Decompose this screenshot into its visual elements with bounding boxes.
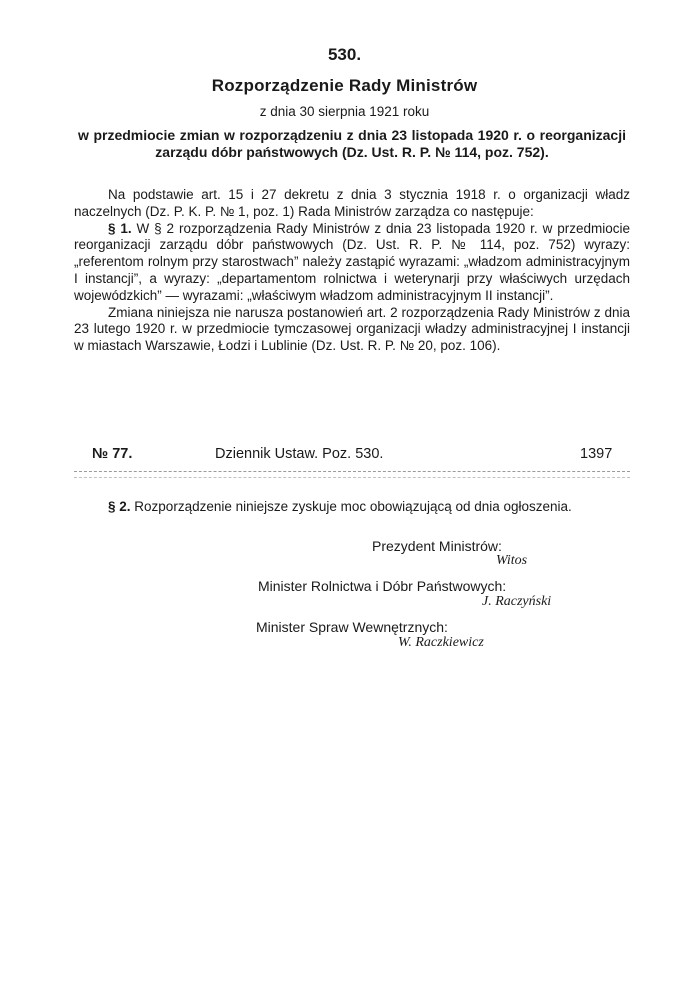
- section-1-text: W § 2 rozporządzenia Rady Ministrów z dnia 23 listopada 1920 r. w przedmiocie reorganizacji zarządu dóbr państwowych (Dz. Ust. R. P. № 114, poz. 752) wyrazy: „referentom rolnym przy starostwach” należy zastąpić wyrazami: „władzom administracyjnym I instancji”, a wyrazy: „departamentom rolnictwa i weterynarji przy właściwych urzędach wojewódzkich” — wyrazami: „właściwym władzom administracyjnym II instancji”.: [74, 220, 630, 303]
- signature-name-president: Witos: [496, 553, 528, 568]
- section-2-paragraph: [74, 498, 630, 515]
- footer-divider-top: [74, 471, 630, 472]
- journal-reference: Dziennik Ustaw. Poz. 530.: [215, 446, 384, 462]
- section-2-block: [74, 498, 630, 515]
- signature-role-president: Prezydent Ministrów:: [372, 538, 502, 554]
- signature-role-interior-minister: Minister Spraw Wewnętrznych:: [256, 619, 448, 635]
- signature-name-agriculture-minister: J. Raczyński: [482, 594, 552, 609]
- document-date: z dnia 30 sierpnia 1921 roku: [259, 104, 430, 119]
- document-body: [74, 187, 630, 355]
- intro-paragraph: Na podstawie art. 15 i 27 dekretu z dnia 3 stycznia 1918 r. o organizacji władz naczelnych (Dz. P. K. P. № 1, poz. 1) Rada Ministrów zarządza co następuje:: [74, 187, 630, 219]
- document-title: Rozporządzenie Rady Ministrów: [211, 76, 478, 95]
- section-1-continuation: Zmiana niniejsza nie narusza postanowień art. 2 rozporządzenia Rady Ministrów z dnia 23 lutego 1920 r. w przedmiocie tymczasowej organizacji władzy administracyjnej I instancji w miastach Warszawie, Łodzi i Lublinie (Dz. Ust. R. P. № 20, poz. 106).: [74, 304, 630, 354]
- signature-name-interior-minister: W. Raczkiewicz: [398, 635, 484, 650]
- footer-divider-bottom: [74, 477, 630, 478]
- page-number: 1397: [580, 446, 613, 462]
- section-1-label: § 1.: [108, 220, 132, 236]
- signature-role-agriculture-minister: Minister Rolnictwa i Dóbr Państwowych:: [258, 578, 507, 594]
- section-1-paragraph: [74, 221, 630, 305]
- document-subject: w przedmiocie zmian w rozporządzeniu z dnia 23 listopada 1920 r. o reorganizacji zarządu dóbr państwowych (Dz. Ust. R. P. № 114, poz. 752).: [78, 127, 626, 160]
- issue-number: № 77.: [92, 446, 133, 462]
- position-number: 530.: [327, 45, 362, 64]
- section-2-label: § 2.: [108, 499, 131, 514]
- section-2-text: Rozporządzenie niniejsze zyskuje moc obowiązującą od dnia ogłoszenia.: [134, 499, 572, 514]
